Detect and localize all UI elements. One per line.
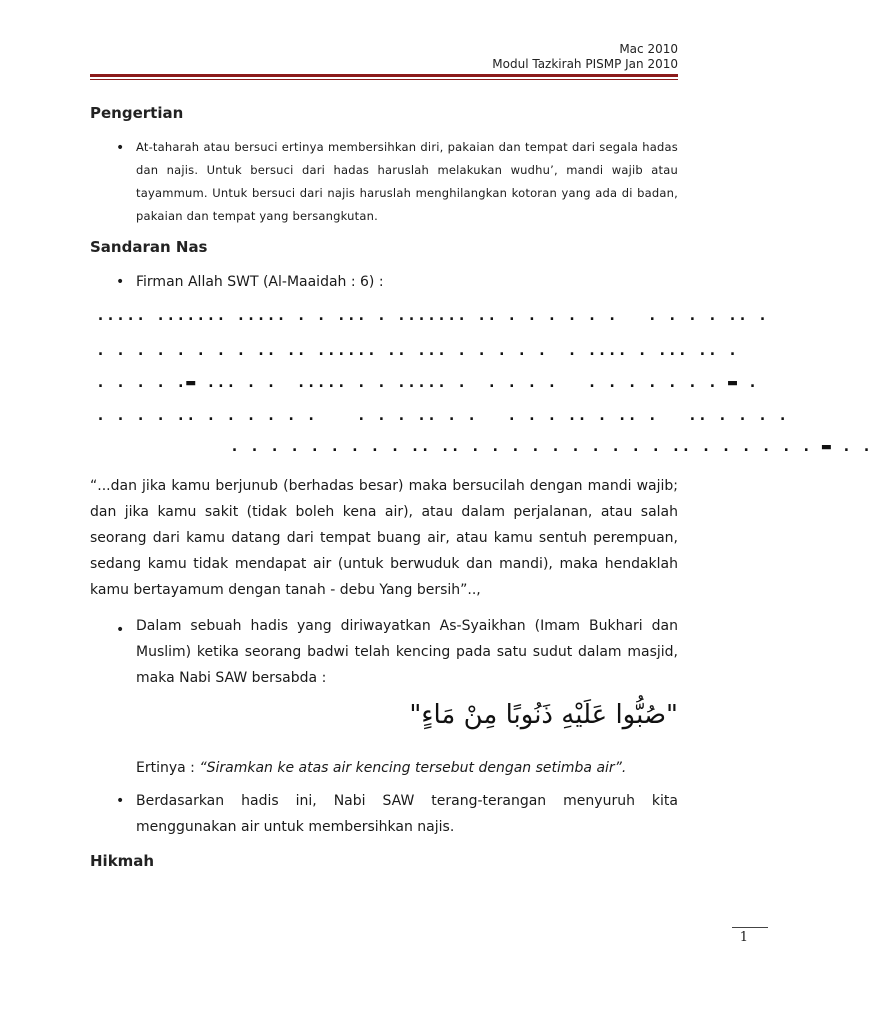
header-module: Modul Tazkirah PISMP Jan 2010: [492, 57, 678, 71]
quran-verse-line-2: . . . . . . . . .. .. ...... .. ... . . . . . . .... . ... .. .: [96, 341, 738, 359]
bullet-marker: •: [116, 622, 125, 638]
hadith-arabic-text: "صُبُّوا عَلَيْهِ ذَنُوبًا مِنْ مَاءٍ": [409, 700, 678, 730]
ertinya-translation: “Siramkan ke atas air kencing tersebut dengan setimba air”.: [199, 760, 627, 776]
heading-sandaran-nas: Sandaran Nas: [90, 238, 208, 256]
verse-translation: “...dan jika kamu berjunub (berhadas besar) maka bersucilah dengan mandi wajib; dan jika kamu sakit (tidak boleh kena air), atau dalam perjalanan, atau salah seorang dari kamu datang dari tempat buang air, atau kamu sentuh perempuan, sedang kamu tidak mendapat air (untuk berwuduk dan mandi), maka hendaklah kamu bertayamum dengan tanah - debu Yang bersih”..,: [90, 478, 678, 598]
firman-allah-text: Firman Allah SWT (Al-Maaidah : 6) :: [136, 274, 384, 290]
quran-verse-line-4: . . . . .. . . . . . . . . . .. . . . . . .. . .. . .. . . . .: [96, 406, 789, 424]
footer-rule: [732, 927, 768, 928]
bullet-marker: •: [116, 140, 125, 156]
heading-hikmah: Hikmah: [90, 852, 155, 870]
bullet-marker: •: [116, 793, 125, 809]
ertinya-line: [136, 755, 678, 781]
quran-verse-line-1: ..... ....... ..... . . ... . ....... .. . . . . . . . . . . .. .: [96, 306, 769, 324]
heading-pengertian: Pengertian: [90, 104, 184, 122]
hadith-conclusion-text: Berdasarkan hadis ini, Nabi SAW terang-terangan menyuruh kita menggunakan air untuk membersihkan najis.: [136, 793, 678, 835]
header-rule-thin: [90, 79, 678, 80]
header-date: Mac 2010: [619, 42, 678, 56]
quran-verse-line-3: . . . . .▬ ... . . ..... . . ..... . . . . . . . . . . . . ▬ .: [96, 373, 759, 391]
header-rule-thick: [90, 74, 678, 77]
pengertian-text: At-taharah atau bersuci ertinya membersihkan diri, pakaian dan tempat dari segala hadas dan najis. Untuk bersuci dari hadas haruslah melakukan wudhu’, mandi wajib atau tayammum. Untuk bersuci dari najis haruslah menghilangkan kotoran yang ada di badan, pakaian dan tempat yang bersangkutan.: [136, 140, 678, 223]
ertinya-label: Ertinya :: [136, 760, 200, 776]
bullet-marker: •: [116, 274, 125, 290]
quran-verse-line-5: . . . . . . . . . .. .. . . . . . . . . . . .. . . . . . . ▬ . .: [230, 437, 872, 455]
page-header: [492, 42, 678, 72]
hadith-intro-text: Dalam sebuah hadis yang diriwayatkan As-Syaikhan (Imam Bukhari dan Muslim) ketika seorang badwi telah kencing pada satu sudut dalam masjid, maka Nabi SAW bersabda :: [136, 618, 678, 686]
page-number: 1: [739, 930, 748, 945]
